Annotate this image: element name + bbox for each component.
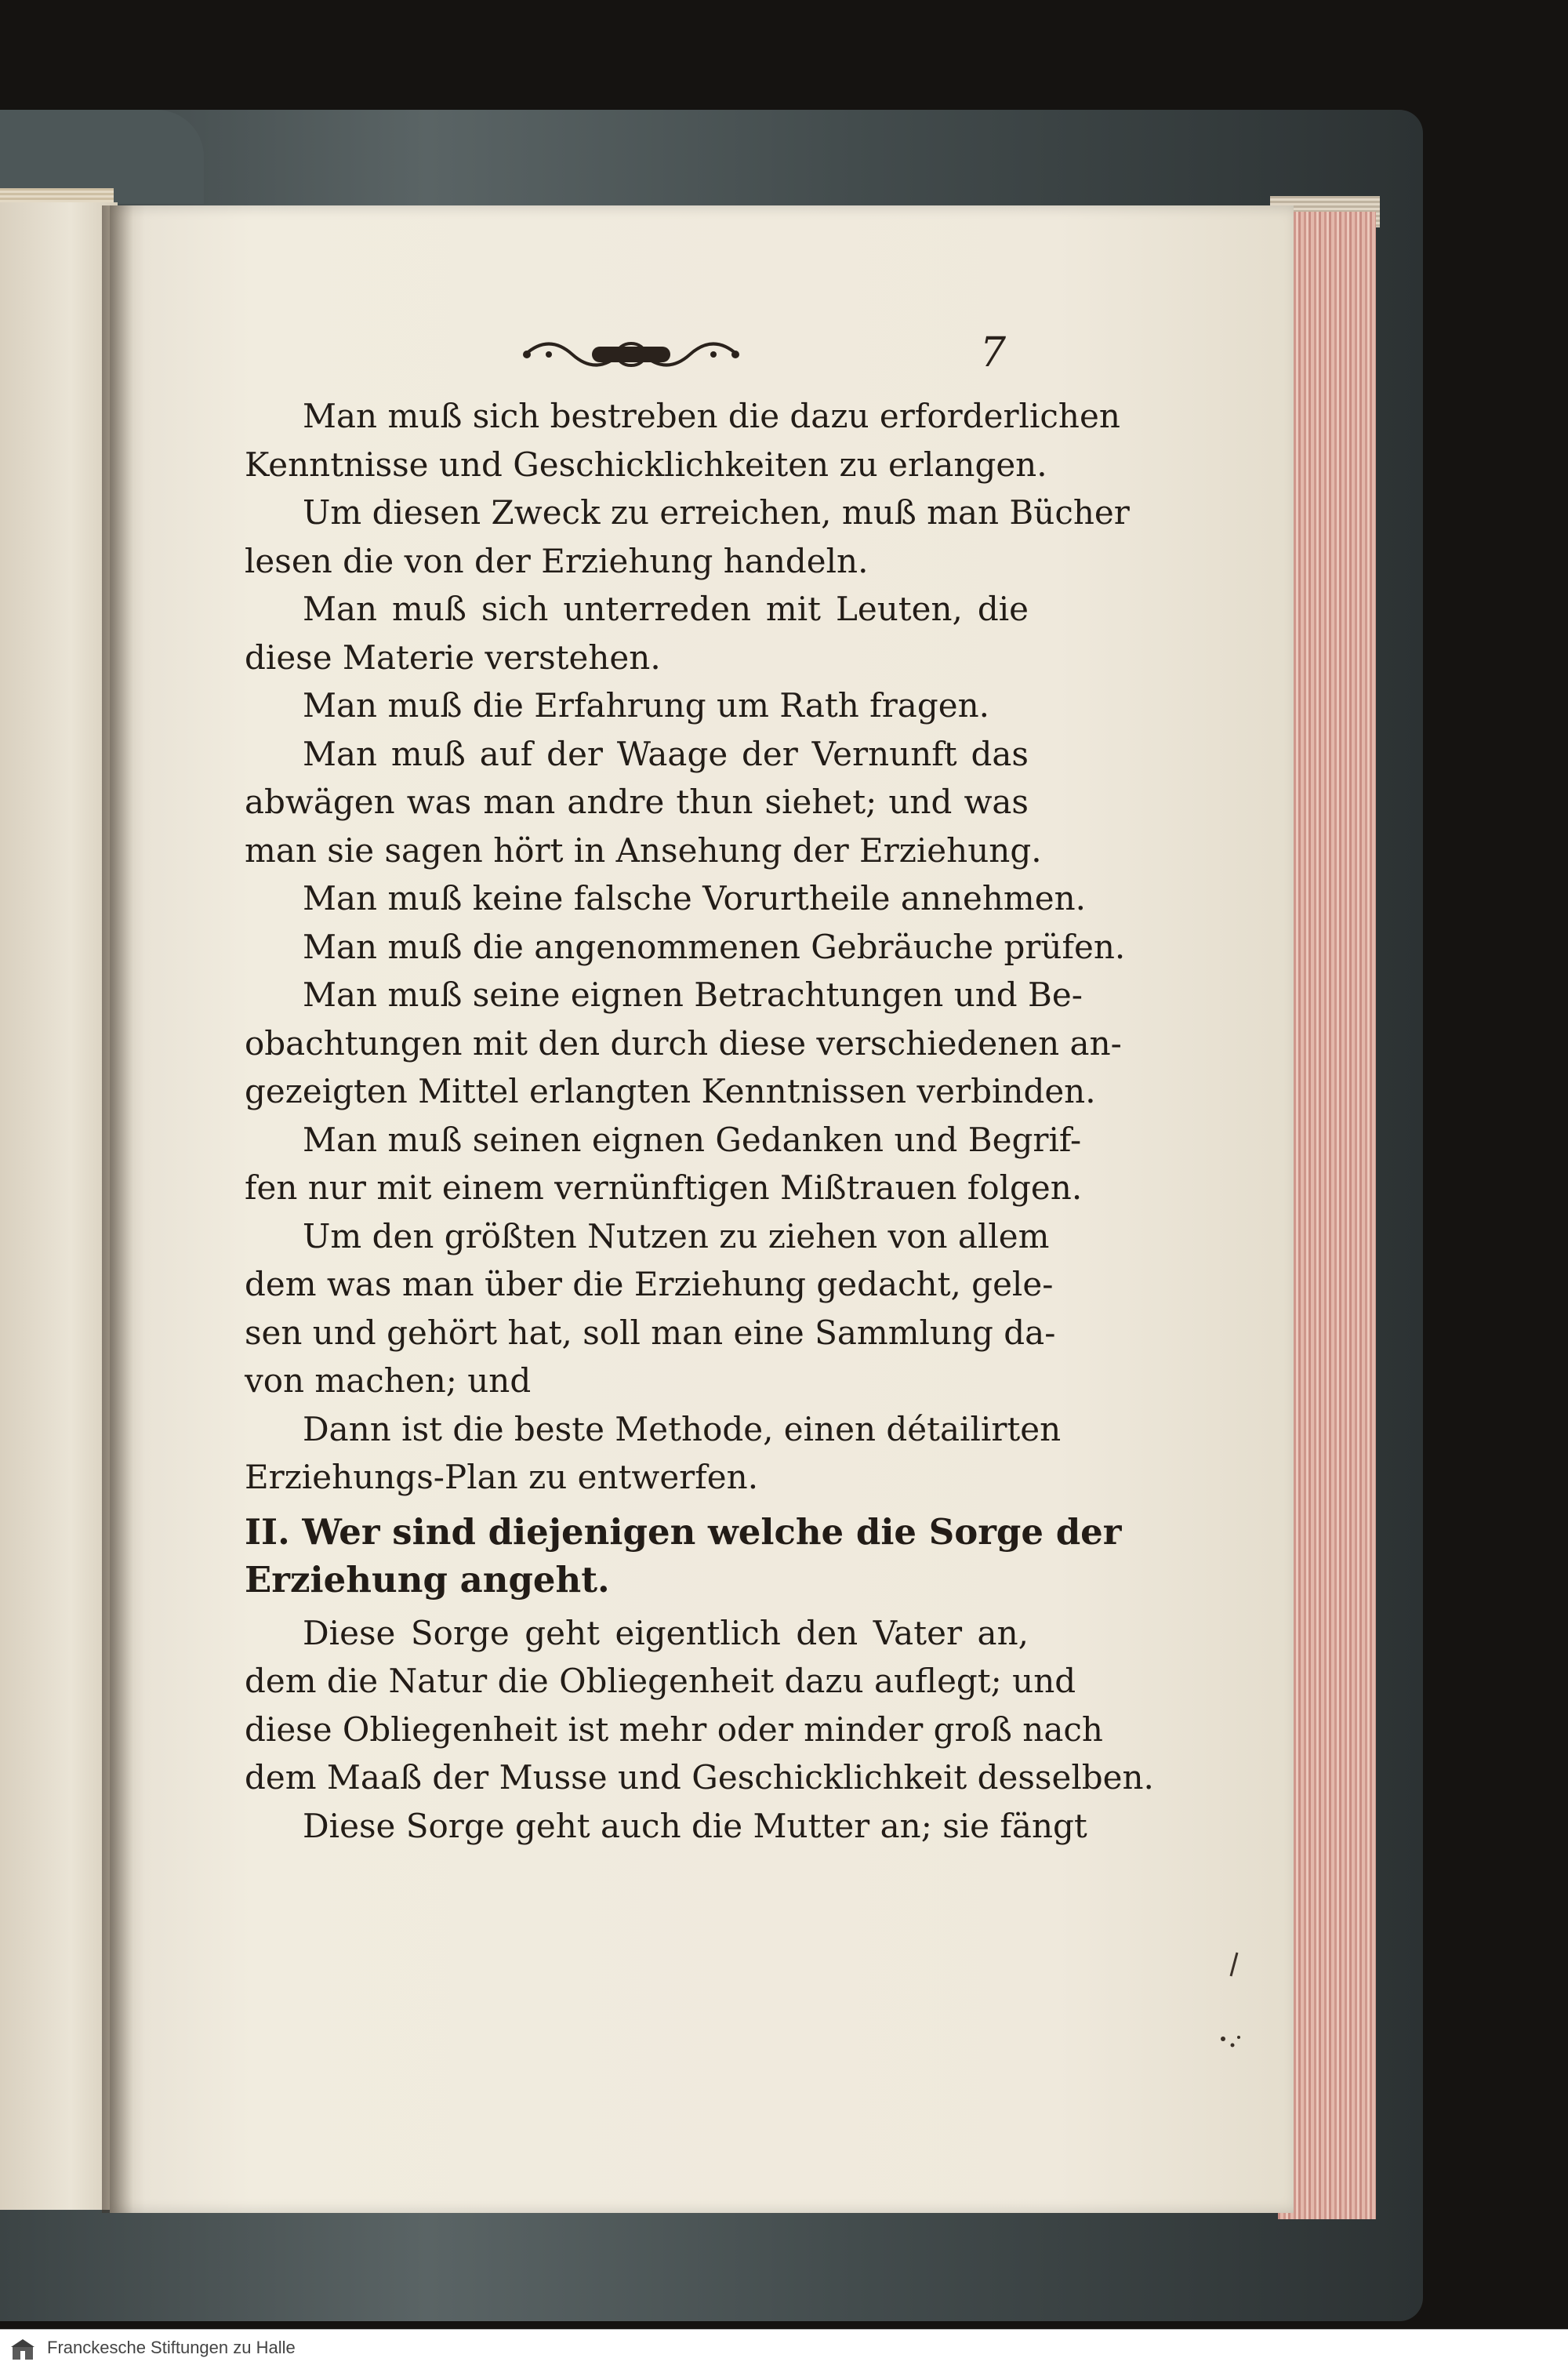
text-line: abwägen was man andre thun siehet; und was [245, 783, 1029, 821]
left-page [0, 202, 118, 2210]
page-gutter-shadow [102, 205, 133, 2213]
text-line: Dann ist die beste Methode, einen détailirten [303, 1409, 1062, 1448]
page-text [245, 392, 1154, 1850]
text-line: Erziehung angeht. [245, 1559, 610, 1601]
text-line: man sie sagen hört in Ansehung der Erziehung. [245, 830, 1042, 870]
text-line: obachtungen mit den durch diese verschiedenen an- [245, 1023, 1122, 1063]
footer-text: Franckesche Stiftungen zu Halle [47, 2338, 296, 2357]
text-line: Erziehungs-Plan zu entwerfen. [245, 1458, 759, 1496]
text-line: Diese Sorge geht eigentlich den Vater an, [303, 1613, 1029, 1652]
text-line: von machen; und [245, 1361, 532, 1400]
text-line: fen nur mit einem vernünftigen Mißtrauen folgen. [245, 1168, 1083, 1207]
text-line: lesen die von der Erziehung handeln. [245, 541, 869, 580]
page-number: 7 [980, 329, 1007, 376]
text-line: diese Obliegenheit ist mehr oder minder groß nach [245, 1710, 1103, 1749]
ornament-vignette-icon [517, 332, 745, 376]
text-line: sen und gehört hat, soll man eine Sammlung da- [245, 1313, 1056, 1352]
footer-bar [0, 2329, 1568, 2369]
text-line: Man muß auf der Waage der Vernunft das [303, 734, 1029, 773]
text-line: gezeigten Mittel erlangten Kenntnissen verbinden. [245, 1072, 1096, 1110]
paper-specks [1192, 1945, 1254, 2055]
text-line: Man muß sich bestreben die dazu erforderlichen [303, 397, 1120, 435]
text-line: II. Wer sind diejenigen welche die Sorge der [245, 1510, 1122, 1553]
text-line: Man muß sich unterreden mit Leuten, die [303, 590, 1029, 628]
text-line: dem was man über die Erziehung gedacht, gele- [245, 1265, 1054, 1303]
text-line: Kenntnisse und Geschicklichkeiten zu erlangen. [245, 445, 1047, 484]
text-line: Man muß die angenommenen Gebräuche prüfen. [303, 927, 1126, 966]
text-line: dem Maaß der Musse und Geschicklichkeit desselben. [245, 1758, 1154, 1797]
text-line: Um diesen Zweck zu erreichen, muß man Bücher [303, 493, 1130, 532]
text-line: Um den größten Nutzen zu ziehen von allem [303, 1216, 1050, 1255]
text-line: Diese Sorge geht auch die Mutter an; sie fängt [303, 1806, 1087, 1845]
text-line: diese Materie verstehen. [245, 638, 661, 677]
text-line: Man muß seinen eignen Gedanken und Begrif- [303, 1120, 1082, 1159]
text-line: Man muß die Erfahrung um Rath fragen. [303, 686, 989, 725]
text-line: Man muß seine eignen Betrachtungen und Be- [303, 976, 1083, 1014]
text-line: dem die Natur die Obliegenheit dazu auflegt; und [245, 1662, 1076, 1700]
institution-logo-icon [9, 2338, 36, 2361]
text-line: Man muß keine falsche Vorurtheile annehmen. [303, 879, 1087, 917]
